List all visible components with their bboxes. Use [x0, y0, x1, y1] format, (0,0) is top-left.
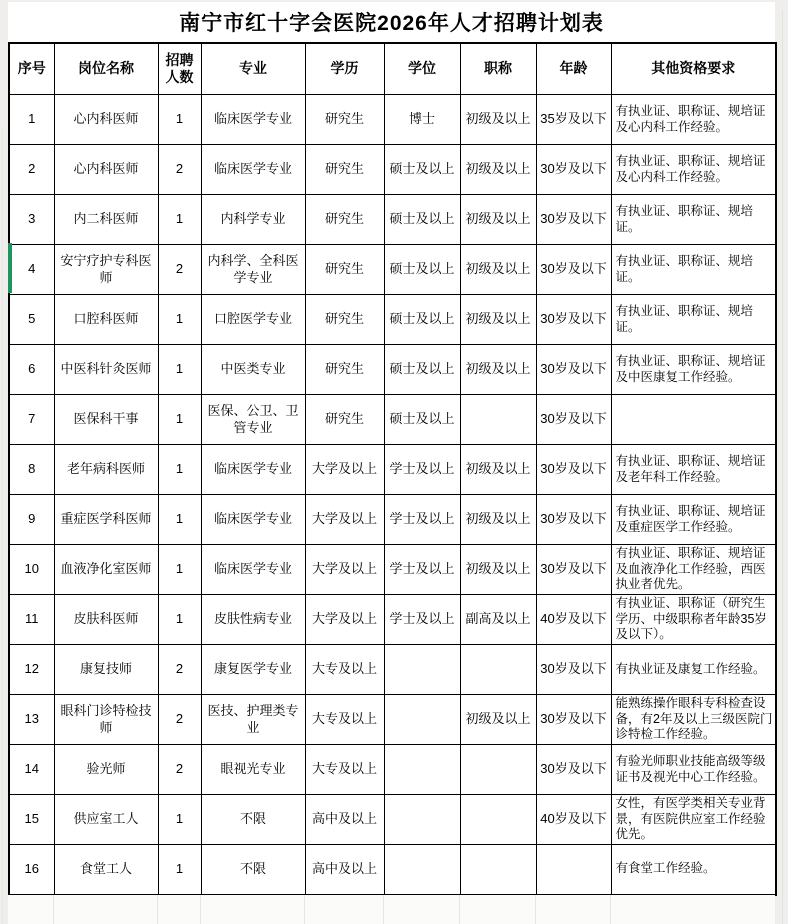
cell-major[interactable]: 临床医学专业	[201, 495, 305, 545]
cell-other-requirements[interactable]: 有执业证、职称证、规培证及中医康复工作经验。	[611, 345, 776, 395]
cell-position[interactable]: 口腔科医师	[54, 295, 158, 345]
table-row	[9, 445, 776, 495]
cell-title-rank[interactable]: 初级及以上	[460, 245, 536, 295]
cell-count[interactable]: 1	[158, 795, 201, 845]
cell-count[interactable]: 1	[158, 845, 201, 895]
col-header-position[interactable]: 岗位名称	[54, 43, 158, 95]
cell-education[interactable]: 大学及以上	[305, 545, 384, 595]
cell-major[interactable]: 临床医学专业	[201, 145, 305, 195]
table-row	[9, 245, 776, 295]
cell-title-rank[interactable]: 初级及以上	[460, 345, 536, 395]
cell-degree[interactable]: 硕士及以上	[384, 395, 460, 445]
cell-major[interactable]: 医技、护理类专业	[201, 695, 305, 745]
cell-degree[interactable]: 硕士及以上	[384, 245, 460, 295]
cell-education[interactable]: 研究生	[305, 345, 384, 395]
col-header-major[interactable]: 专业	[201, 43, 305, 95]
cell-age[interactable]: 30岁及以下	[536, 195, 611, 245]
table-row	[9, 695, 776, 745]
cell-major[interactable]: 医保、公卫、卫管专业	[201, 395, 305, 445]
cell-major[interactable]: 不限	[201, 795, 305, 845]
cell-count[interactable]: 1	[158, 595, 201, 645]
cell-degree[interactable]: 学士及以上	[384, 595, 460, 645]
table-row	[9, 545, 776, 595]
cell-degree[interactable]	[384, 695, 460, 745]
cell-education[interactable]: 研究生	[305, 195, 384, 245]
cell-education[interactable]: 研究生	[305, 145, 384, 195]
cell-degree[interactable]: 硕士及以上	[384, 345, 460, 395]
cell-position[interactable]: 康复技师	[54, 645, 158, 695]
header-row	[9, 43, 776, 95]
cell-major[interactable]: 临床医学专业	[201, 445, 305, 495]
cell-count[interactable]: 1	[158, 295, 201, 345]
cell-no[interactable]: 2	[9, 145, 54, 195]
cell-degree[interactable]	[384, 795, 460, 845]
cell-degree[interactable]: 硕士及以上	[384, 145, 460, 195]
cell-major[interactable]: 眼视光专业	[201, 745, 305, 795]
cell-age[interactable]: 30岁及以下	[536, 695, 611, 745]
grid-line	[2, 130, 3, 924]
cell-other-requirements[interactable]: 女性，有医学类相关专业背景，有医院供应室工作经验优先。	[611, 795, 776, 845]
cell-no[interactable]: 11	[9, 595, 54, 645]
cell-age[interactable]: 30岁及以下	[536, 145, 611, 195]
cell-title-rank[interactable]: 初级及以上	[460, 195, 536, 245]
cell-other-requirements[interactable]: 能熟练操作眼科专科检查设备，有2年及以上三级医院门诊特检工作经验。	[611, 695, 776, 745]
cell-age[interactable]: 30岁及以下	[536, 245, 611, 295]
cell-no[interactable]: 10	[9, 545, 54, 595]
recruitment-table-block	[8, 2, 775, 896]
table-title: 南宁市红十字会医院2026年人才招聘计划表	[8, 2, 775, 42]
cell-degree[interactable]	[384, 845, 460, 895]
table-row	[9, 395, 776, 445]
cell-education[interactable]: 大专及以上	[305, 645, 384, 695]
cell-no[interactable]: 5	[9, 295, 54, 345]
cell-age[interactable]: 30岁及以下	[536, 345, 611, 395]
cell-position[interactable]: 老年病科医师	[54, 445, 158, 495]
cell-count[interactable]: 1	[158, 395, 201, 445]
cell-major[interactable]: 临床医学专业	[201, 545, 305, 595]
cell-no[interactable]: 12	[9, 645, 54, 695]
cell-degree[interactable]: 学士及以上	[384, 445, 460, 495]
cell-title-rank[interactable]: 初级及以上	[460, 445, 536, 495]
table-row	[9, 845, 776, 895]
table-row	[9, 795, 776, 845]
cell-other-requirements[interactable]	[611, 395, 776, 445]
cell-no[interactable]: 8	[9, 445, 54, 495]
table-row	[9, 595, 776, 645]
cell-no[interactable]: 16	[9, 845, 54, 895]
cell-position[interactable]: 重症医学科医师	[54, 495, 158, 545]
cell-age[interactable]: 30岁及以下	[536, 745, 611, 795]
cell-position[interactable]: 食堂工人	[54, 845, 158, 895]
cell-major[interactable]: 康复医学专业	[201, 645, 305, 695]
col-header-education[interactable]: 学历	[305, 43, 384, 95]
cell-title-rank[interactable]: 初级及以上	[460, 145, 536, 195]
cell-no[interactable]: 6	[9, 345, 54, 395]
grid-line	[610, 895, 611, 924]
cell-major[interactable]: 临床医学专业	[201, 95, 305, 145]
cell-title-rank[interactable]: 初级及以上	[460, 295, 536, 345]
cell-other-requirements[interactable]: 有食堂工作经验。	[611, 845, 776, 895]
grid-line	[535, 895, 536, 924]
cell-age[interactable]: 40岁及以下	[536, 795, 611, 845]
table-row	[9, 295, 776, 345]
grid-line	[200, 895, 201, 924]
cell-no[interactable]: 7	[9, 395, 54, 445]
cell-title-rank[interactable]: 初级及以上	[460, 545, 536, 595]
cell-other-requirements[interactable]: 有验光师职业技能高级等级证书及视光中心工作经验。	[611, 745, 776, 795]
cell-other-requirements[interactable]: 有执业证、职称证、规培证及心内科工作经验。	[611, 95, 776, 145]
cell-no[interactable]: 14	[9, 745, 54, 795]
cell-title-rank[interactable]	[460, 845, 536, 895]
cell-major[interactable]: 内科学专业	[201, 195, 305, 245]
cell-age[interactable]: 30岁及以下	[536, 645, 611, 695]
col-header-age[interactable]: 年龄	[536, 43, 611, 95]
cell-age[interactable]: 35岁及以下	[536, 95, 611, 145]
col-header-count[interactable]: 招聘人数	[158, 43, 201, 95]
cell-no[interactable]: 3	[9, 195, 54, 245]
cell-title-rank[interactable]: 初级及以上	[460, 695, 536, 745]
cell-other-requirements[interactable]: 有执业证、职称证、规培证及重症医学工作经验。	[611, 495, 776, 545]
cell-education[interactable]: 研究生	[305, 95, 384, 145]
grid-line	[383, 895, 384, 924]
cell-position[interactable]: 安宁疗护专科医师	[54, 245, 158, 295]
cell-position[interactable]: 心内科医师	[54, 95, 158, 145]
cell-education[interactable]: 研究生	[305, 245, 384, 295]
table-row	[9, 745, 776, 795]
table-row	[9, 345, 776, 395]
cell-title-rank[interactable]: 初级及以上	[460, 495, 536, 545]
cell-other-requirements[interactable]: 有执业证、职称证、规培证及心内科工作经验。	[611, 145, 776, 195]
cell-count[interactable]: 2	[158, 245, 201, 295]
cell-other-requirements[interactable]: 有执业证、职称证、规培证。	[611, 245, 776, 295]
cell-age[interactable]: 30岁及以下	[536, 545, 611, 595]
cell-major[interactable]: 口腔医学专业	[201, 295, 305, 345]
col-header-no[interactable]: 序号	[9, 43, 54, 95]
cell-no[interactable]: 4	[9, 245, 54, 295]
cell-position[interactable]: 中医科针灸医师	[54, 345, 158, 395]
cell-other-requirements[interactable]: 有执业证、职称证（研究生学历、中级职称者年龄35岁及以下）。	[611, 595, 776, 645]
cell-education[interactable]: 大学及以上	[305, 445, 384, 495]
cell-degree[interactable]	[384, 645, 460, 695]
cell-age[interactable]: 30岁及以下	[536, 395, 611, 445]
cell-count[interactable]: 1	[158, 545, 201, 595]
grid-line	[782, 10, 783, 924]
cell-other-requirements[interactable]: 有执业证、职称证、规培证及老年科工作经验。	[611, 445, 776, 495]
cell-age[interactable]: 40岁及以下	[536, 595, 611, 645]
grid-line	[157, 895, 158, 924]
cell-degree[interactable]	[384, 745, 460, 795]
cell-position[interactable]: 眼科门诊特检技师	[54, 695, 158, 745]
selected-row-indicator	[8, 243, 12, 293]
cell-count[interactable]: 1	[158, 345, 201, 395]
cell-position[interactable]: 供应室工人	[54, 795, 158, 845]
cell-degree[interactable]: 学士及以上	[384, 495, 460, 545]
cell-title-rank[interactable]	[460, 745, 536, 795]
cell-education[interactable]: 研究生	[305, 295, 384, 345]
cell-age[interactable]	[536, 845, 611, 895]
cell-position[interactable]: 验光师	[54, 745, 158, 795]
cell-major[interactable]: 内科学、全科医学专业	[201, 245, 305, 295]
cell-degree[interactable]: 博士	[384, 95, 460, 145]
cell-position[interactable]: 皮肤科医师	[54, 595, 158, 645]
grid-line	[53, 895, 54, 924]
table-row	[9, 645, 776, 695]
cell-education[interactable]: 大专及以上	[305, 695, 384, 745]
cell-other-requirements[interactable]: 有执业证、职称证、规培证。	[611, 295, 776, 345]
cell-no[interactable]: 15	[9, 795, 54, 845]
grid-line	[459, 895, 460, 924]
col-header-degree[interactable]: 学位	[384, 43, 460, 95]
table-row	[9, 145, 776, 195]
cell-degree[interactable]: 硕士及以上	[384, 295, 460, 345]
cell-title-rank[interactable]: 初级及以上	[460, 95, 536, 145]
cell-education[interactable]: 大学及以上	[305, 495, 384, 545]
col-header-other[interactable]: 其他资格要求	[611, 43, 776, 95]
cell-degree[interactable]: 学士及以上	[384, 545, 460, 595]
table-body	[9, 95, 776, 895]
cell-position[interactable]: 血液净化室医师	[54, 545, 158, 595]
cell-age[interactable]: 30岁及以下	[536, 445, 611, 495]
cell-count[interactable]: 2	[158, 695, 201, 745]
cell-title-rank[interactable]	[460, 645, 536, 695]
cell-education[interactable]: 大学及以上	[305, 595, 384, 645]
cell-other-requirements[interactable]: 有执业证、职称证、规培证。	[611, 195, 776, 245]
cell-no[interactable]: 13	[9, 695, 54, 745]
table-row	[9, 195, 776, 245]
cell-other-requirements[interactable]: 有执业证及康复工作经验。	[611, 645, 776, 695]
cell-education[interactable]: 大专及以上	[305, 745, 384, 795]
cell-degree[interactable]: 硕士及以上	[384, 195, 460, 245]
table-row	[9, 95, 776, 145]
cell-education[interactable]: 高中及以上	[305, 795, 384, 845]
cell-major[interactable]: 中医类专业	[201, 345, 305, 395]
cell-count[interactable]: 1	[158, 495, 201, 545]
cell-major[interactable]: 不限	[201, 845, 305, 895]
cell-position[interactable]: 医保科干事	[54, 395, 158, 445]
cell-position[interactable]: 心内科医师	[54, 145, 158, 195]
cell-count[interactable]: 2	[158, 745, 201, 795]
cell-age[interactable]: 30岁及以下	[536, 495, 611, 545]
col-header-title[interactable]: 职称	[460, 43, 536, 95]
cell-education[interactable]: 研究生	[305, 395, 384, 445]
cell-count[interactable]: 1	[158, 95, 201, 145]
cell-count[interactable]: 2	[158, 645, 201, 695]
cell-title-rank[interactable]	[460, 795, 536, 845]
grid-line	[304, 895, 305, 924]
cell-count[interactable]: 2	[158, 145, 201, 195]
cell-no[interactable]: 9	[9, 495, 54, 545]
cell-major[interactable]: 皮肤性病专业	[201, 595, 305, 645]
cell-age[interactable]: 30岁及以下	[536, 295, 611, 345]
cell-title-rank[interactable]: 副高及以上	[460, 595, 536, 645]
cell-no[interactable]: 1	[9, 95, 54, 145]
cell-education[interactable]: 高中及以上	[305, 845, 384, 895]
cell-title-rank[interactable]	[460, 395, 536, 445]
cell-count[interactable]: 1	[158, 195, 201, 245]
cell-other-requirements[interactable]: 有执业证、职称证、规培证及血液净化工作经验，西医执业者优先。	[611, 545, 776, 595]
sheet-grid-below-table	[8, 895, 775, 924]
cell-position[interactable]: 内二科医师	[54, 195, 158, 245]
table-row	[9, 495, 776, 545]
cell-count[interactable]: 1	[158, 445, 201, 495]
recruitment-table	[8, 42, 777, 896]
